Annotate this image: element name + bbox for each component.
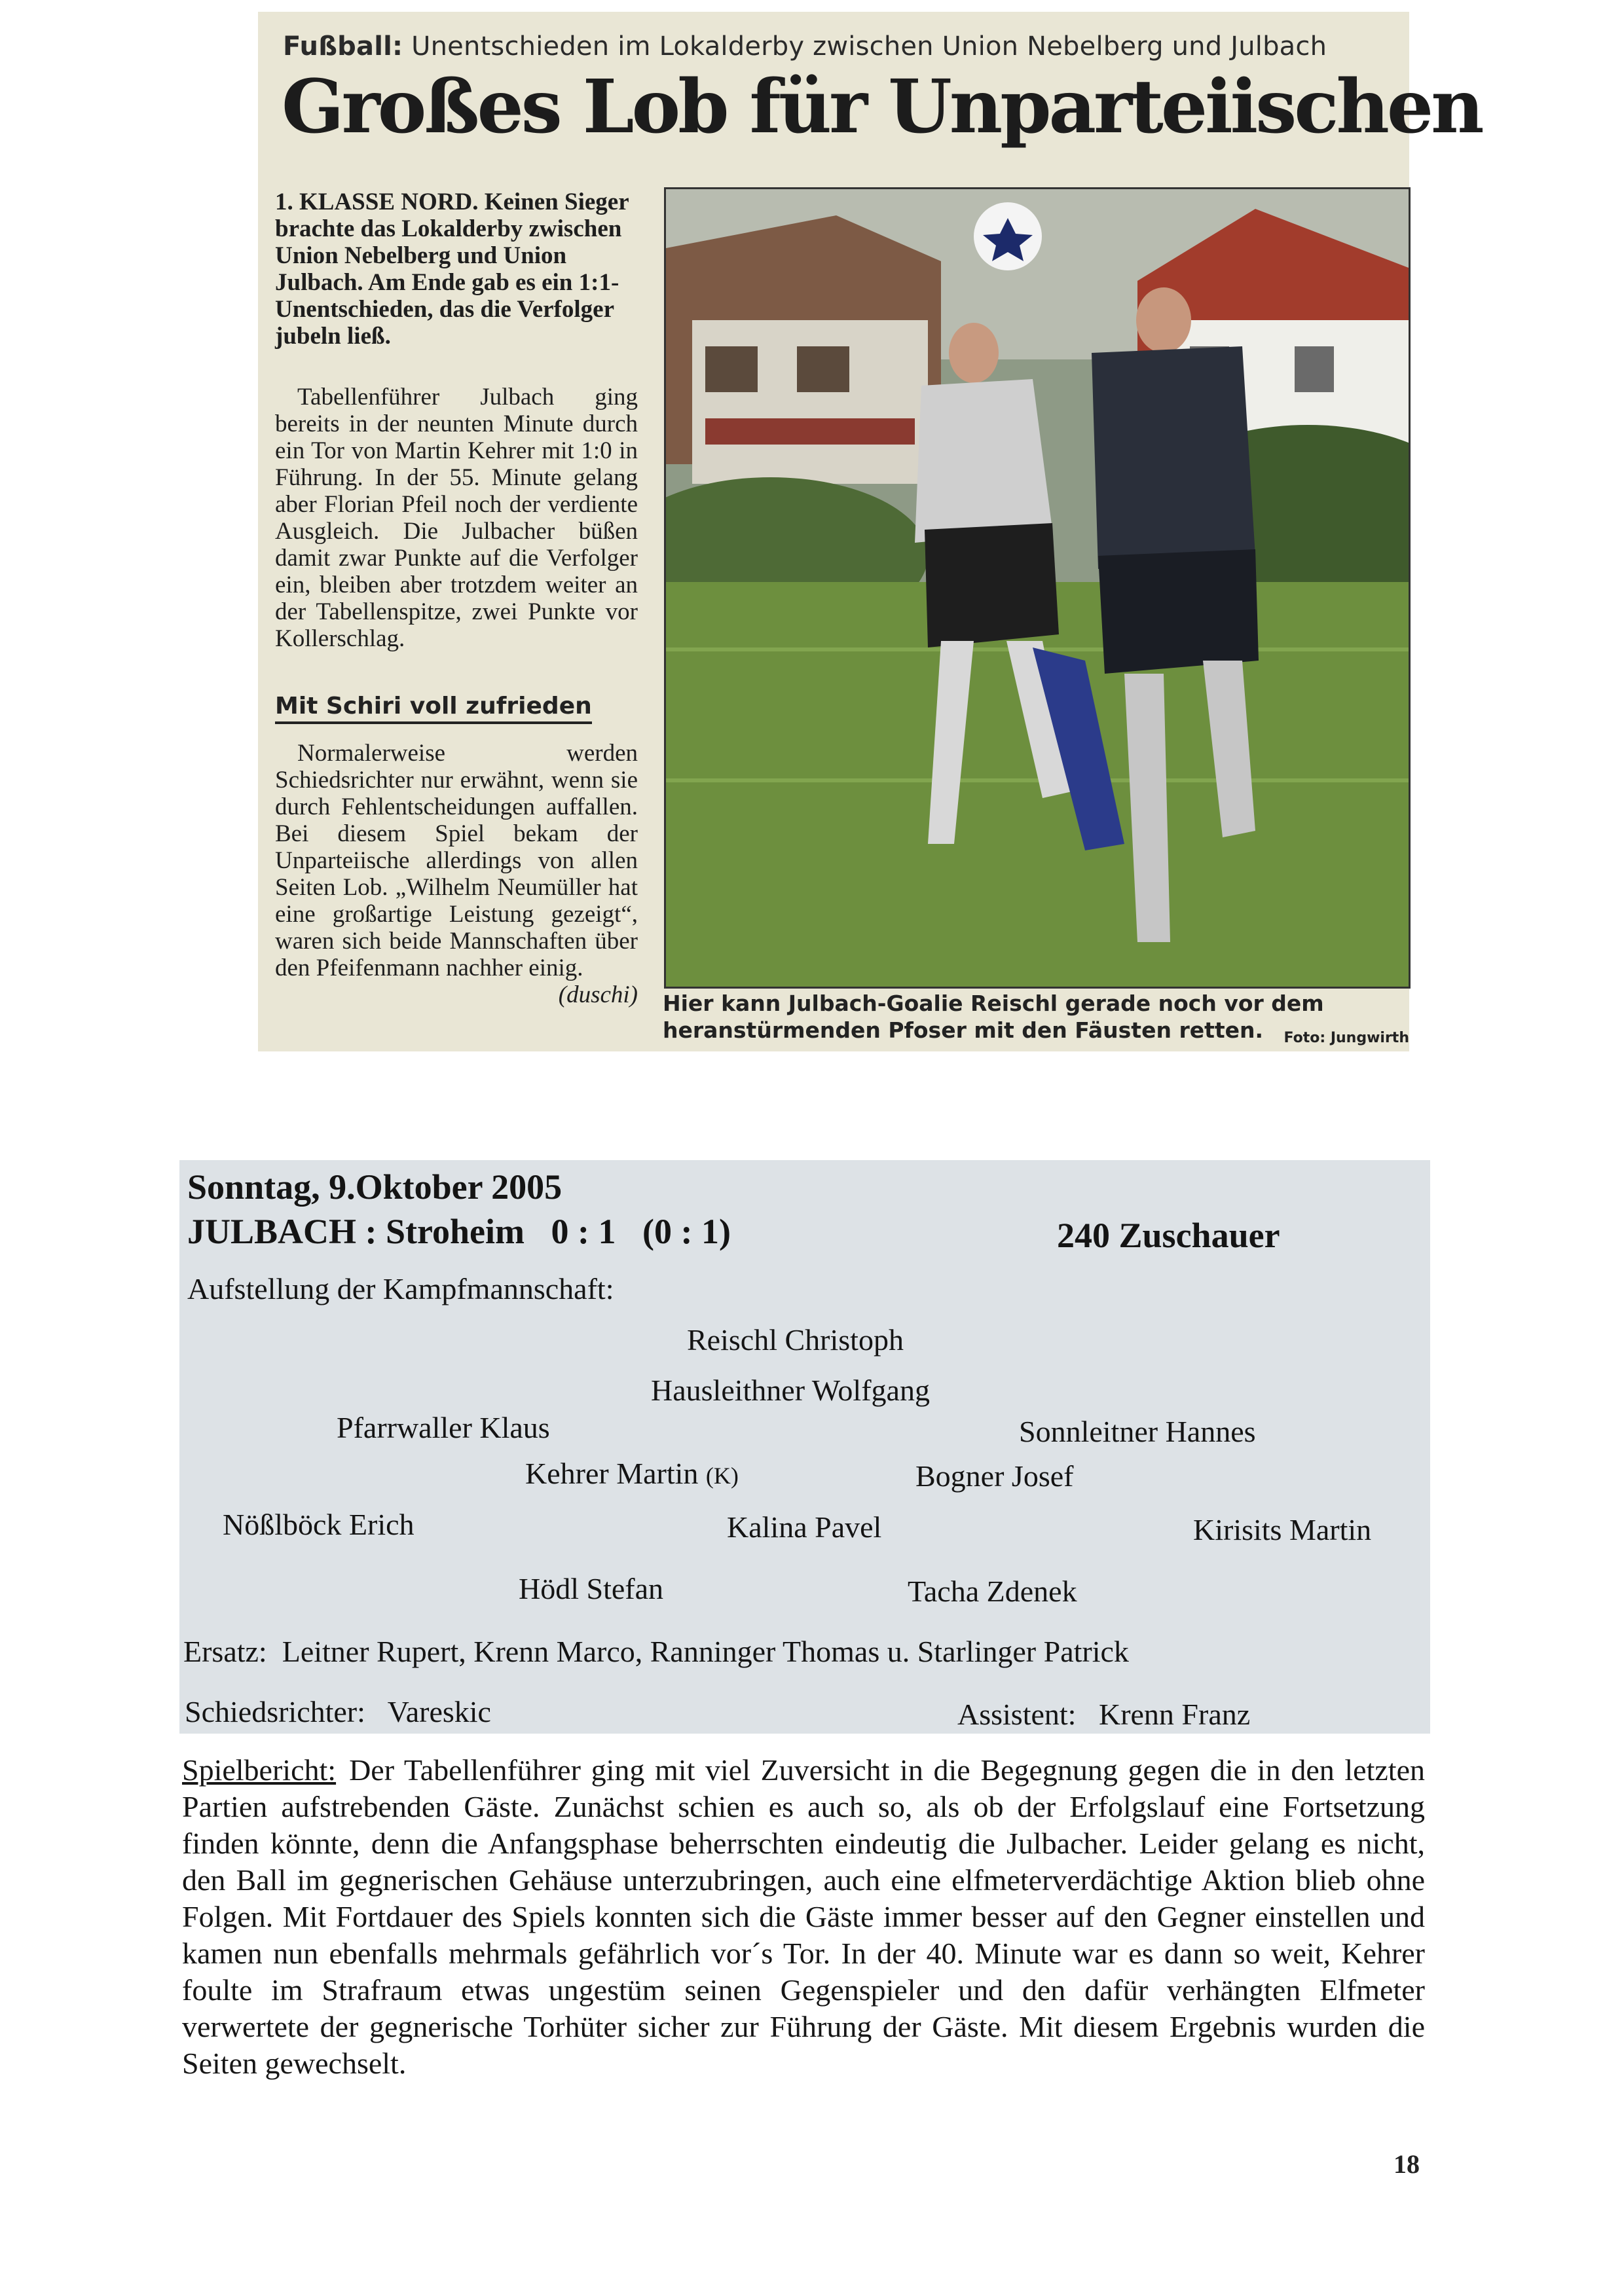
assistant-name: Krenn Franz: [1098, 1698, 1251, 1731]
substitutes-list: Leitner Rupert, Krenn Marco, Ranninger Thomas u. Starlinger Patrick: [282, 1635, 1129, 1668]
kicker-text: Unentschieden im Lokalderby zwischen Union Nebelberg und Julbach: [411, 31, 1327, 62]
article-subhead: Mit Schiri voll zufrieden: [275, 693, 592, 724]
match-score: 0 : 1: [551, 1212, 616, 1251]
article-kicker: [283, 31, 1327, 62]
match-date: Sonntag, 9.Oktober 2005: [187, 1167, 563, 1207]
article-body-1: Tabellenführer Julbach ging bereits in der neunten Minute durch ein Tor von Martin Kehrer mit 1:0 in Führung. In der 55. Minute gelang aber Florian Pfeil noch der verdiente Ausgleich. Die Julbacher büßen damit zwar Punkte auf die Verfolger ein, bleiben aber trotzdem weiter an der Tabellenspitze, zwei Punkte vor Kollerschlag.: [275, 384, 638, 652]
match-line: [187, 1211, 731, 1252]
player-9: Kirisits Martin: [1193, 1513, 1372, 1546]
player-2: Hausleithner Wolfgang: [651, 1374, 930, 1407]
player-10: Hödl Stefan: [519, 1572, 664, 1605]
kicker-label: Fußball:: [283, 31, 403, 62]
substitutes-label: Ersatz:: [183, 1635, 267, 1668]
player-6: Bogner Josef: [915, 1459, 1074, 1493]
player-5-name: Kehrer Martin: [525, 1457, 699, 1490]
player-3: Pfarrwaller Klaus: [337, 1411, 550, 1444]
assistant-line: [957, 1697, 1250, 1732]
player-11: Tacha Zdenek: [908, 1575, 1077, 1608]
photo-credit: Foto: Jungwirth: [1283, 1030, 1409, 1046]
substitutes-line: [183, 1634, 1129, 1669]
lineup-label: Aufstellung der Kampfmannschaft:: [187, 1272, 614, 1305]
assistant-label: Assistent:: [957, 1698, 1077, 1731]
halftime-score: (0 : 1): [642, 1212, 731, 1251]
article-body-2-text: Normalerweise werden Schiedsrichter nur erwähnt, wenn sie durch Fehlentscheidungen auffallen. Bei diesem Spiel bekam der Unparteiische allerdings von allen Seiten Lob. „Wilhelm Neumüller hat eine großartige Leistung gezeigt“, waren sich beide Mannschaften über den Pfeifenmann nachher einig.: [275, 740, 638, 981]
newspaper-clipping: [258, 12, 1482, 1051]
page-number: 18: [1393, 2149, 1420, 2179]
referee-name: Vareskic: [387, 1695, 491, 1728]
article-lead: 1. KLASSE NORD. Keinen Sieger brachte das Lokalderby zwischen Union Nebelberg und Union Julbach. Am Ende gab es ein 1:1-Unentschieden, das die Verfolger jubeln ließ.: [275, 189, 629, 350]
player-5: [525, 1456, 739, 1491]
match-photo: [664, 187, 1411, 989]
narrative-label: Spielbericht:: [182, 1753, 337, 1787]
player-7: Nößlböck Erich: [223, 1508, 415, 1541]
match-report-box: [179, 1160, 1430, 1734]
narrative-text: Der Tabellenführer ging mit viel Zuversicht in die Begegnung gegen die in den letzten Partien aufstrebenden Gäste. Zunächst schien es auch so, als ob der Erfolgslauf eine Fortsetzung finden könnte, denn die Anfangsphase beherrschten eindeutig die Julbacher. Leider gelang es nicht, den Ball im gegnerischen Gehäuse unterzubringen, auch eine elfmeterverdächtige Aktion blieb ohne Folgen. Mit Fortdauer des Spiels konnten sich die Gäste immer besser auf den Gegner einstellen und kamen nun ebenfalls mehrmals gefährlich vor´s Tor. In der 40. Minute war es dann so weit, Kehrer foulte im Strafraum etwas ungestüm seinen Gegenspieler und den dafür verhängten Elfmeter verwertete der gegnerische Torhüter sicher zur Führung der Gäste. Mit diesem Ergebnis wurden die Seiten gewechselt.: [182, 1753, 1425, 2080]
article-headline: Großes Lob für Unparteiischen: [282, 64, 1482, 150]
player-goalkeeper: Reischl Christoph: [687, 1323, 904, 1357]
player-4: Sonnleitner Hannes: [1019, 1415, 1256, 1448]
match-teams: JULBACH : Stroheim: [187, 1212, 525, 1251]
referee-line: [185, 1694, 491, 1729]
match-narrative: [182, 1752, 1425, 2082]
player-8: Kalina Pavel: [727, 1510, 882, 1544]
caption-text: Hier kann Julbach-Goalie Reischl gerade noch vor dem heranstürmenden Pfoser mit den Fäusten retten.: [663, 991, 1324, 1043]
referee-label: Schiedsrichter:: [185, 1695, 365, 1728]
article-body-2: [275, 740, 638, 1008]
captain-marker: (K): [705, 1463, 739, 1489]
spectator-count: 240 Zuschauer: [1057, 1216, 1280, 1255]
photo-caption: [663, 990, 1409, 1051]
article-byline: (duschi): [558, 981, 638, 1008]
